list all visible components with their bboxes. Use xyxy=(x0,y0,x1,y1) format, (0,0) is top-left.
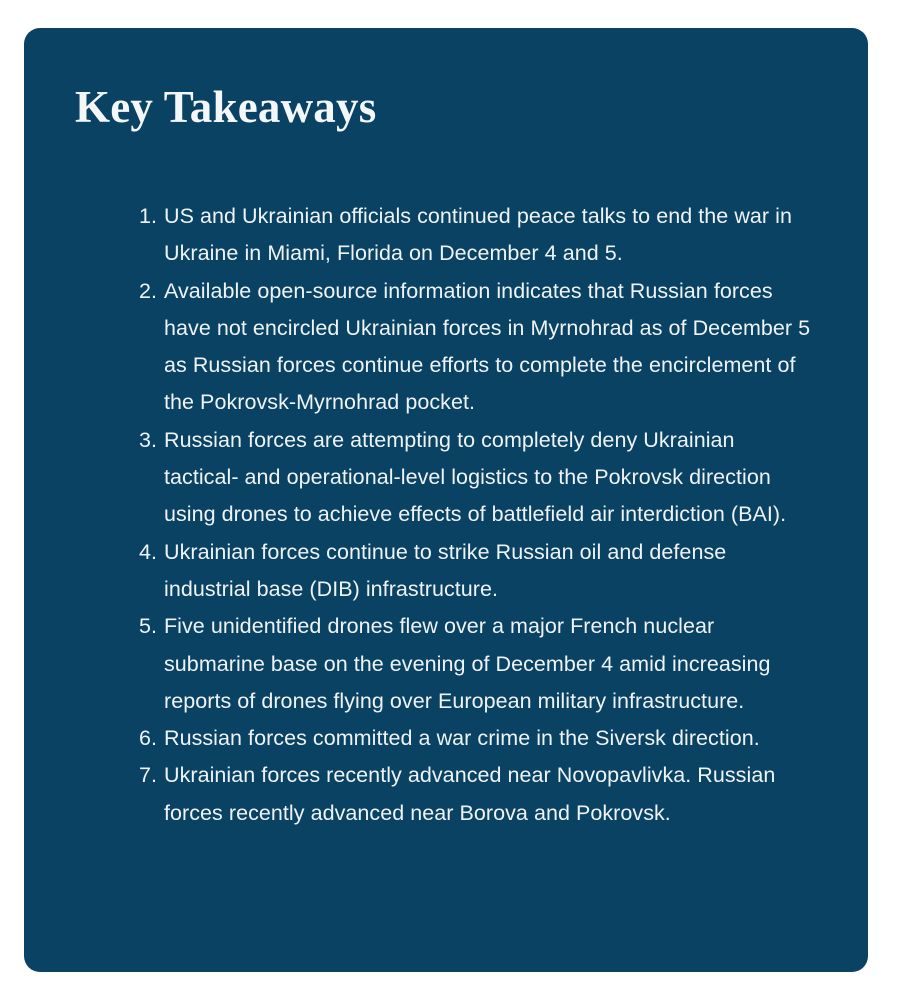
list-item-text: Five unidentified drones flew over a major French nuclear submarine base on the evening of December 4 amid increasing reports of drones flying over European military infrastructure. xyxy=(164,614,771,713)
list-item-number: 1. xyxy=(138,204,157,228)
list-item-number: 7. xyxy=(138,763,157,788)
list-item-text: Ukrainian forces continue to strike Russian oil and defense industrial base (DIB) infrastructure. xyxy=(164,539,727,601)
list-item-number: 4. xyxy=(138,539,157,564)
list-item-number: 3. xyxy=(138,427,157,452)
list-item-text: Available open-source information indicates that Russian forces have not encircled Ukrainian forces in Myrnohrad as of December 5 as Russian forces continue efforts to complete the encirclement of the Pokrovsk-Myrnohrad pocket. xyxy=(164,278,811,415)
list-item xyxy=(75,422,815,534)
list-item xyxy=(75,198,815,273)
list-item xyxy=(75,720,815,757)
list-item-number: 2. xyxy=(138,278,157,303)
key-takeaways-list xyxy=(75,198,815,832)
list-item-number: 6. xyxy=(138,726,157,751)
list-item xyxy=(75,608,815,720)
page-title: Key Takeaways xyxy=(75,82,377,132)
list-item xyxy=(75,273,815,422)
list-item-text: Russian forces are attempting to completely deny Ukrainian tactical- and operational-level logistics to the Pokrovsk direction using drones to achieve effects of battlefield air interdiction (BAI). xyxy=(164,427,787,527)
list-item-number: 5. xyxy=(138,614,157,639)
list-item-text: US and Ukrainian officials continued peace talks to end the war in Ukraine in Miami, Florida on December 4 and 5. xyxy=(164,204,792,266)
key-takeaways-card xyxy=(24,28,868,972)
list-item xyxy=(75,534,815,609)
list-item-text: Russian forces committed a war crime in the Siversk direction. xyxy=(164,726,760,751)
list-item-text: Ukrainian forces recently advanced near Novopavlivka. Russian forces recently advanced near Borova and Pokrovsk. xyxy=(164,763,776,825)
list-item xyxy=(75,757,815,832)
